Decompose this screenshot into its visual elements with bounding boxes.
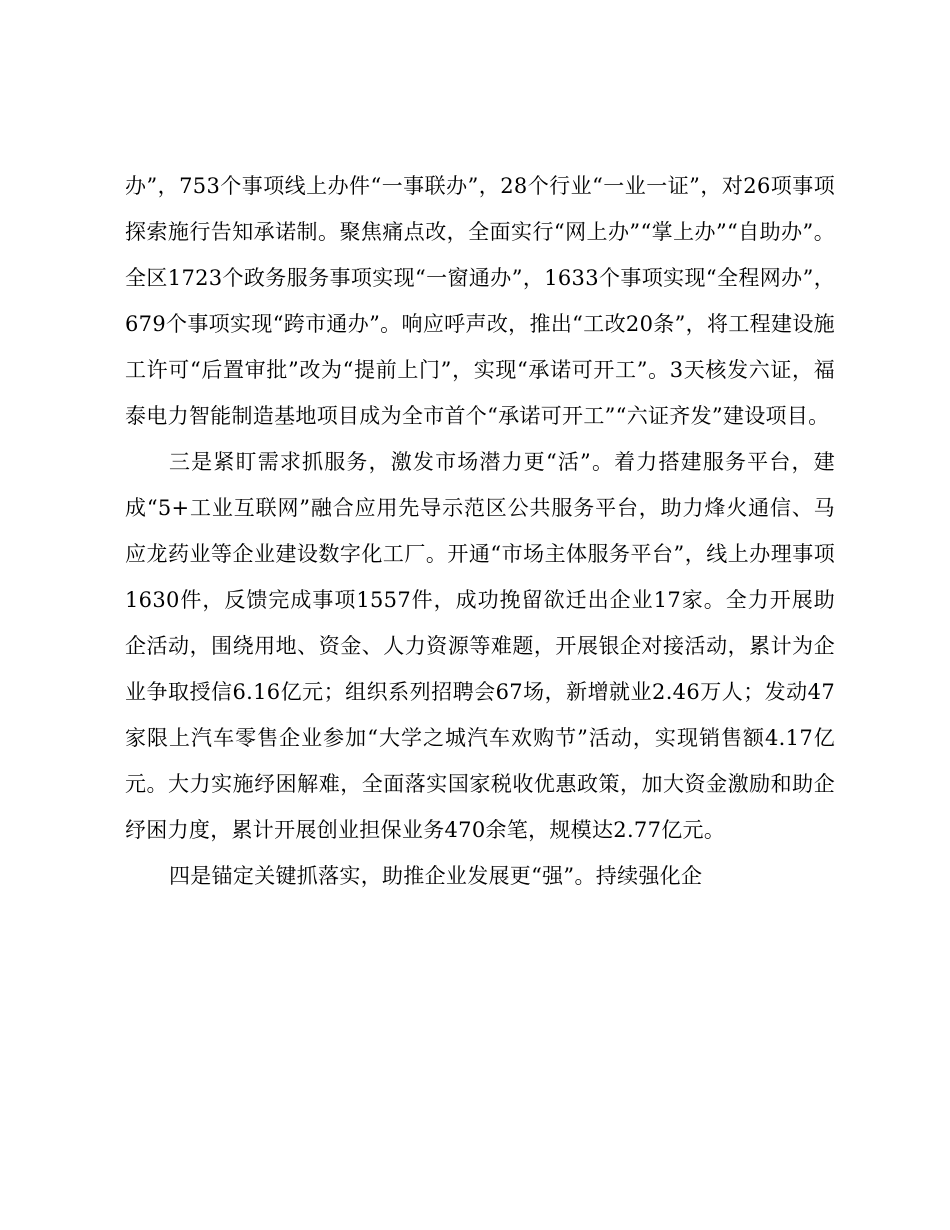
paragraph-section-four: 四是锚定关键抓落实，助推企业发展更“强”。持续强化企 bbox=[169, 864, 703, 888]
paragraph-continuation: 办”，753个事项线上办件“一事联办”，28个行业“一业一证”，对26项事项探索施行告知承诺制。聚焦痛点改，全面实行“网上办”“掌上办”“自助办”。全区1723个政务服务事项实现“一窗通办”，1633个事项实现“全程网办”，679个事项实现“跨市通办”。响应呼声改，推出“工改20条”，将工程建设施工许可“后置审批”改为“提前上门”，实现“承诺可开工”。3天核发六证，福泰电力智能制造基地项目成为全市首个“承诺可开工”“六证齐发”建设项目。 bbox=[125, 174, 835, 428]
paragraph-section-three: 三是紧盯需求抓服务，激发市场潜力更“活”。着力搭建服务平台，建成“5+工业互联网”融合应用先导示范区公共服务平台，助力烽火通信、马应龙药业等企业建设数字化工厂。开通“市场主体服务平台”，线上办理事项1630件，反馈完成事项1557件，成功挽留欲迁出企业17家。全力开展助企活动，围绕用地、资金、人力资源等难题，开展银企对接活动，累计为企业争取授信6.16亿元；组织系列招聘会67场，新增就业2.46万人；发动47家限上汽车零售企业参加“大学之城汽车欢购节”活动，实现销售额4.17亿元。大力实施纾困解难，全面落实国家税收优惠政策，加大资金激励和助企纾困力度，累计开展创业担保业务470余笔，规模达2.77亿元。 bbox=[125, 450, 835, 842]
document-body bbox=[125, 163, 835, 899]
